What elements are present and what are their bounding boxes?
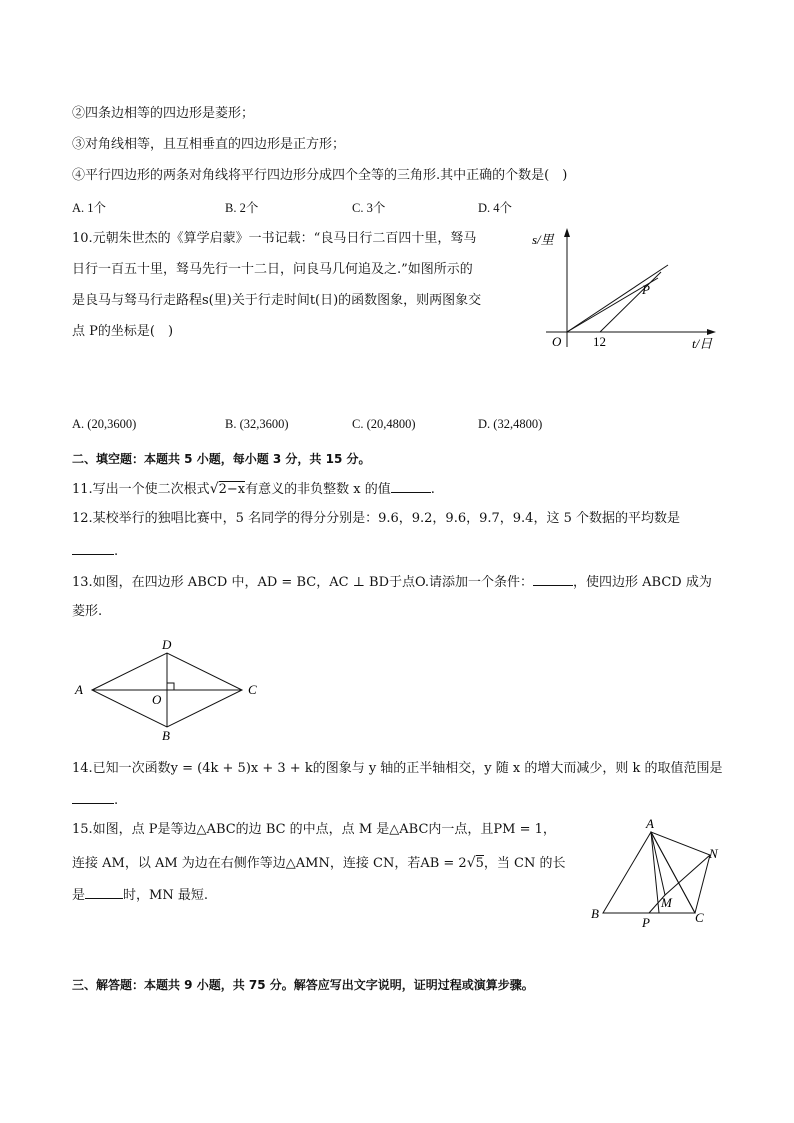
q15-radicand: 5 xyxy=(475,856,484,871)
q15-text-pre-3: 是 xyxy=(72,888,86,903)
q11 xyxy=(72,478,435,500)
q13-right-angle-mark xyxy=(167,683,174,690)
q15-text-post-3: 时，MN 最短. xyxy=(123,888,208,903)
q12-end: . xyxy=(114,544,119,559)
q9-option-c: C. 3个 xyxy=(352,201,386,215)
q15-text-pre: 连接 AM，以 AM 为边在右侧作等边△AMN，连接 CN，若AB = 2 xyxy=(72,856,467,871)
q9-statement-4: ④平行四边形的两条对角线将平行四边形分成四个全等的三角形.其中正确的个数是( ) xyxy=(72,168,568,183)
q12-line-1: 12.某校举行的独唱比赛中，5 名同学的得分分别是：9.6，9.2，9.6，9.7，9.4，这 5 个数据的平均数是 xyxy=(72,511,680,526)
q14-line-1: 14.已知一次函数y = (4k + 5)x + 3 + k的图象与 y 轴的正半轴相交，y 随 x 的增大而减少，则 k 的取值范围是 xyxy=(72,761,723,776)
q13-answer-blank[interactable] xyxy=(533,571,573,586)
q11-text-post: 有意义的非负整数 x 的值 xyxy=(245,482,391,497)
q13-label-c: C xyxy=(248,682,257,697)
q15-segment-cn xyxy=(695,855,710,913)
q15-line-3 xyxy=(72,884,208,906)
q15-label-c: C xyxy=(695,910,704,925)
q14-line-2 xyxy=(72,789,118,811)
q13-line-1 xyxy=(72,571,712,593)
q13-label-b: B xyxy=(162,728,170,743)
q9-statement-2: ②四条边相等的四边形是菱形； xyxy=(72,106,255,121)
q11-answer-blank[interactable] xyxy=(391,478,431,493)
q15-label-a: A xyxy=(646,816,654,831)
q11-sqrt-sign: √ xyxy=(209,481,219,497)
q10-line-good-horse xyxy=(567,265,668,332)
q10-option-b: B. (32,3600) xyxy=(225,417,289,431)
q15-line-2 xyxy=(72,853,566,874)
q10-tick-label: 12 xyxy=(593,334,606,349)
q13-label-d: D xyxy=(162,637,172,652)
q15-line-1: 15.如图，点 P是等边△ABC的边 BC 的中点，点 M 是△ABC内一点，且PM = 1， xyxy=(72,822,556,837)
q10-y-label: s/里 xyxy=(532,232,554,247)
section-3-heading: 三、解答题：本题共 9 小题，共 75 分。解答应写出文字说明，证明过程或演算步骤。 xyxy=(72,978,534,992)
q11-text-pre: 11.写出一个使二次根式 xyxy=(72,482,210,497)
q15-label-m: M xyxy=(661,895,672,910)
q10-option-a: A. (20,3600) xyxy=(72,417,137,431)
q10-x-arrow xyxy=(707,329,716,335)
q9-option-b: B. 2个 xyxy=(225,201,259,215)
q13-text-pre: 13.如图，在四边形 ABCD 中，AD = BC，AC ⊥ BD于点O.请添加一个条件： xyxy=(72,575,534,590)
q13-label-a: A xyxy=(75,682,83,697)
q14-end: . xyxy=(114,793,119,808)
q10-y-arrow xyxy=(564,228,570,237)
q10-line-2: 日行一百五十里，驽马先行一十二日，问良马几何追及之.”如图所示的 xyxy=(72,262,473,277)
q15-sqrt-sign: √ xyxy=(466,855,476,871)
q15-label-p: P xyxy=(642,915,650,930)
q15-text-post: ，当 CN 的长 xyxy=(483,856,566,871)
q10-graph xyxy=(530,222,730,357)
q11-end: . xyxy=(430,482,435,497)
q11-radicand: 2−x xyxy=(218,482,246,497)
q10-option-c: C. (20,4800) xyxy=(352,417,416,431)
q13-text-post: ，使四边形 ABCD 成为 xyxy=(573,575,712,590)
q10-origin-label: O xyxy=(552,334,562,349)
q12-answer-blank[interactable] xyxy=(72,540,114,555)
q15-answer-blank[interactable] xyxy=(85,884,123,899)
q10-line-slow-horse-b xyxy=(600,272,661,332)
q9-statement-3: ③对角线相等，且互相垂直的四边形是正方形； xyxy=(72,137,346,152)
q15-label-n: N xyxy=(709,846,718,861)
q13-rhombus-figure xyxy=(70,636,270,746)
q15-triangle-figure xyxy=(585,815,735,935)
q12-line-2 xyxy=(72,540,118,562)
q9-option-d: D. 4个 xyxy=(478,201,513,215)
q10-line-4: 点 P的坐标是( ) xyxy=(72,324,174,339)
q10-line-1: 10.元朝朱世杰的《算学启蒙》一书记载：“良马日行二百四十里，驽马 xyxy=(72,231,477,246)
q14-answer-blank[interactable] xyxy=(72,789,114,804)
q10-line-3: 是良马与驽马行走路程s(里)关于行走时间t(日)的函数图象，则两图象交 xyxy=(72,293,482,308)
q10-point-label: P xyxy=(642,282,650,297)
q9-option-a: A. 1个 xyxy=(72,201,107,215)
q13-line-2: 菱形. xyxy=(72,604,103,619)
q15-label-b: B xyxy=(591,906,599,921)
q13-label-o: O xyxy=(152,692,162,707)
q10-option-d: D. (32,4800) xyxy=(478,417,543,431)
section-2-heading: 二、填空题：本题共 5 小题，每小题 3 分，共 15 分。 xyxy=(72,452,371,466)
q10-x-label: t/日 xyxy=(692,336,713,351)
